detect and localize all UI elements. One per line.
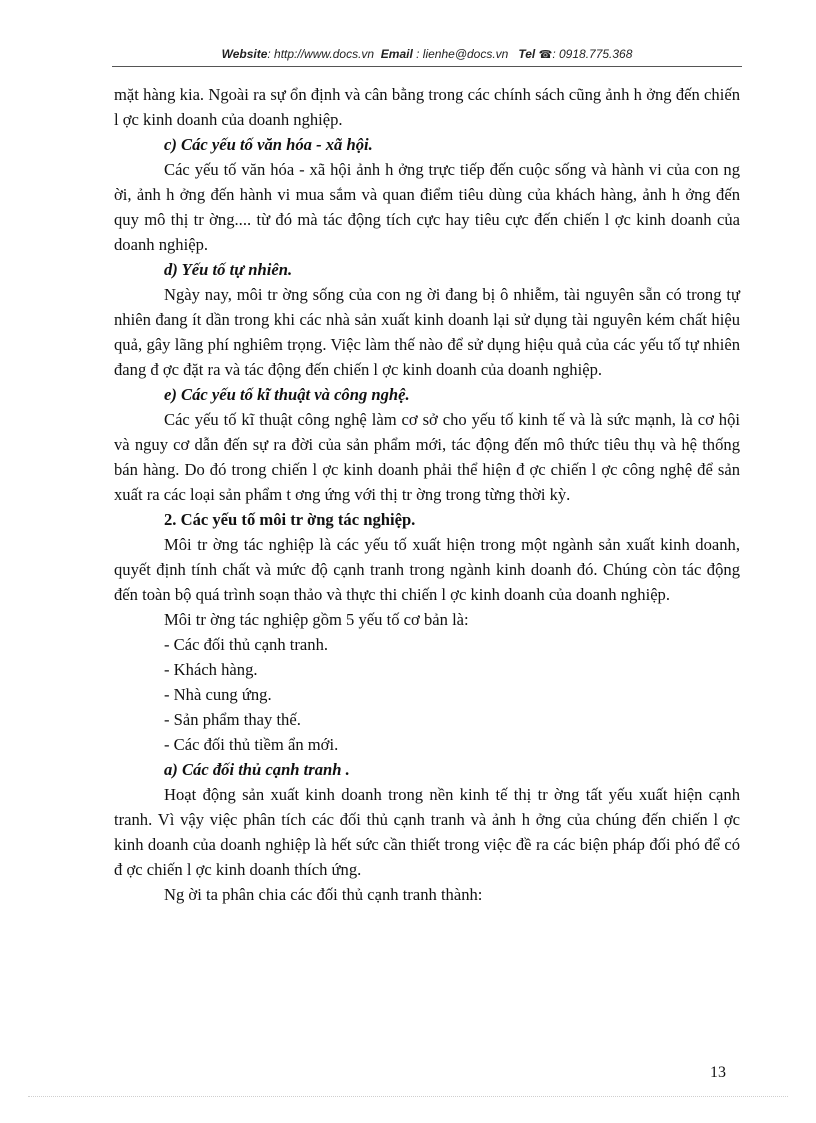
tel-value: : 0918.775.368 — [552, 47, 633, 61]
subheading-nature: d) Yếu tố tự nhiên. — [164, 260, 293, 279]
footer-rule — [28, 1096, 788, 1097]
list-item: - Khách hàng. — [164, 660, 258, 679]
page-number: 13 — [710, 1064, 726, 1081]
document-body — [114, 82, 740, 907]
paragraph: Môi tr ờng tác nghiệp gồm 5 yếu tố cơ bản là: — [164, 610, 469, 629]
paragraph: Môi tr ờng tác nghiệp là các yếu tố xuất hiện trong một ngành sản xuất kinh doanh, quyết định tính chất và mức độ cạnh tranh trong ngành kinh doanh đó. Chúng còn tác động đến toàn bộ quá trình soạn thảo và thực thi chiến l ợc kinh doanh của doanh nghiệp. — [114, 535, 740, 604]
list-item: - Sản phẩm thay thế. — [164, 710, 301, 729]
website-value: : http://www.docs.vn — [267, 47, 375, 61]
subheading-culture-society: c) Các yếu tố văn hóa - xã hội. — [164, 135, 373, 154]
subheading-technology: e) Các yếu tố kĩ thuật và công nghệ. — [164, 385, 410, 404]
paragraph: Ngày nay, môi tr ờng sống của con ng ời đang bị ô nhiễm, tài nguyên sẵn có trong tự nhiên đang ít dần trong khi các nhà sản xuất kinh doanh lại sử dụng tài nguyên kém chất hiệu quả, gây lãng phí nghiêm trọng. Việc làm thế nào để sử dụng hiệu quả của các yếu tố tự nhiên đang đ ợc đặt ra và tác động đến chiến l ợc kinh doanh của doanh nghiệp. — [114, 285, 740, 379]
website-label: Website — [221, 47, 268, 61]
email-label: Email — [380, 47, 413, 61]
paragraph: Các yếu tố văn hóa - xã hội ảnh h ởng trực tiếp đến cuộc sống và hành vi của con ng ời, ảnh h ởng đến hành vi mua sắm và quan điểm tiêu dùng của khách hàng, ảnh h ởng đến quy mô thị tr ờng.... từ đó mà tác động tích cực hay tiêu cực đến chiến l ợc kinh doanh của doanh nghiệp. — [114, 160, 740, 254]
list-item: - Các đối thủ tiềm ẩn mới. — [164, 735, 339, 754]
list-item: - Các đối thủ cạnh tranh. — [164, 635, 329, 654]
paragraph: mặt hàng kia. Ngoài ra sự ổn định và cân bằng trong các chính sách cũng ảnh h ởng đến chiến l ợc kinh doanh của doanh nghiệp. — [114, 85, 740, 129]
header-rule — [112, 66, 742, 67]
email-value: : lienhe@docs.vn — [416, 47, 509, 61]
tel-label: Tel — [518, 47, 536, 61]
phone-icon: ☎ — [538, 49, 553, 61]
subheading-competitors: a) Các đối thủ cạnh tranh . — [164, 760, 350, 779]
page-header — [112, 47, 742, 61]
paragraph: Các yếu tố kĩ thuật công nghệ làm cơ sở cho yếu tố kinh tế và là sức mạnh, là cơ hội và nguy cơ dẫn đến sự ra đời của sản phẩm mới, tác động đến mô thức tiêu thụ và hệ thống bán hàng. Do đó trong chiến l ợc kinh doanh phải thể hiện đ ợc chiến l ợc công nghệ để sản xuất ra các loại sản phẩm t ơng ứng với thị tr ờng trong từng thời kỳ. — [114, 410, 740, 504]
paragraph: Ng ời ta phân chia các đối thủ cạnh tranh thành: — [164, 885, 483, 904]
paragraph: Hoạt động sản xuất kinh doanh trong nền kinh tế thị tr ờng tất yếu xuất hiện cạnh tranh. Vì vậy việc phân tích các đối thủ cạnh tranh và ảnh h ởng của chúng đến chiến l ợc kinh doanh của doanh nghiệp là hết sức cần thiết trong việc đề ra các biện pháp đối phó để có đ ợc chiến l ợc kinh doanh thích ứng. — [114, 785, 740, 879]
section-heading: 2. Các yếu tố môi tr ờng tác nghiệp. — [164, 510, 416, 529]
list-item: - Nhà cung ứng. — [164, 685, 272, 704]
